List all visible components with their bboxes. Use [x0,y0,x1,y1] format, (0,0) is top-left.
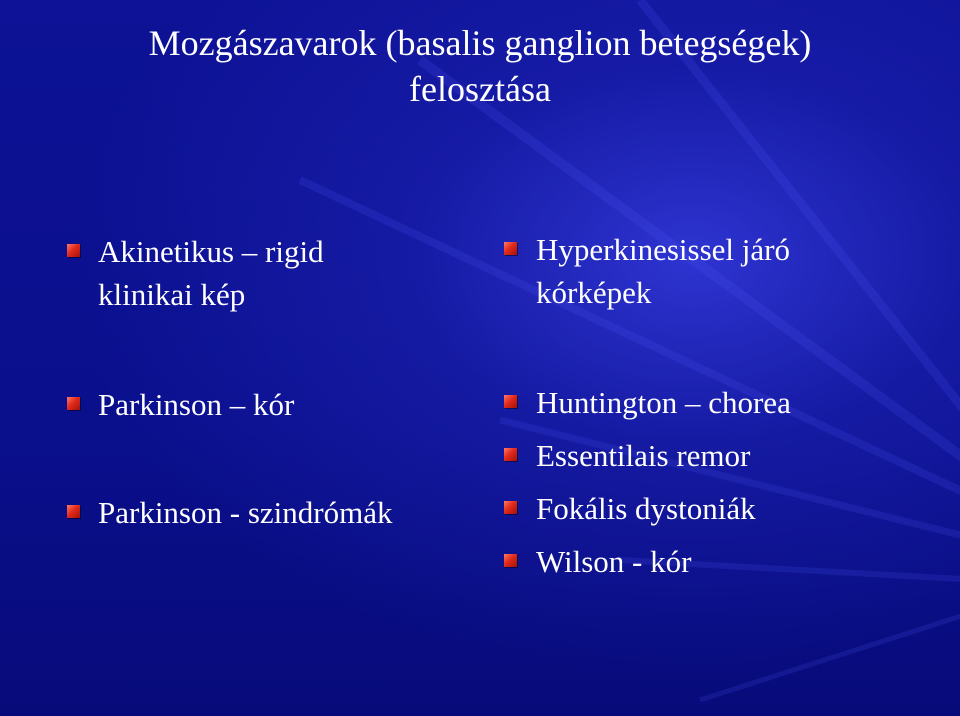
right-heading-line-2: kórképek [536,275,652,310]
bullet-icon [504,554,517,567]
left-item-parkinson-szindromak: Parkinson - szindrómák [98,495,393,530]
slide-title [40,20,920,112]
bullet-icon [504,395,517,408]
bullet-icon [67,397,80,410]
bullet-icon [504,448,517,461]
title-line-1: Mozgászavarok (basalis ganglion betegségek) [148,23,812,63]
bullet-icon [67,244,80,257]
right-item-wilson: Wilson - kór [536,544,692,579]
bullet-icon [67,505,80,518]
right-item-essentilais: Essentilais remor [536,438,751,473]
right-item-fokalis: Fokális dystoniák [536,491,756,526]
title-line-2: felosztása [409,69,551,109]
bullet-icon [504,242,517,255]
right-heading [536,228,790,314]
right-item-huntington: Huntington – chorea [536,385,791,420]
right-heading-line-1: Hyperkinesissel járó [536,232,790,267]
bullet-icon [504,501,517,514]
left-heading-line-1: Akinetikus – rigid [98,234,324,269]
left-heading-line-2: klinikai kép [98,277,246,312]
left-heading [98,230,324,316]
left-item-parkinson-kor: Parkinson – kór [98,387,295,422]
